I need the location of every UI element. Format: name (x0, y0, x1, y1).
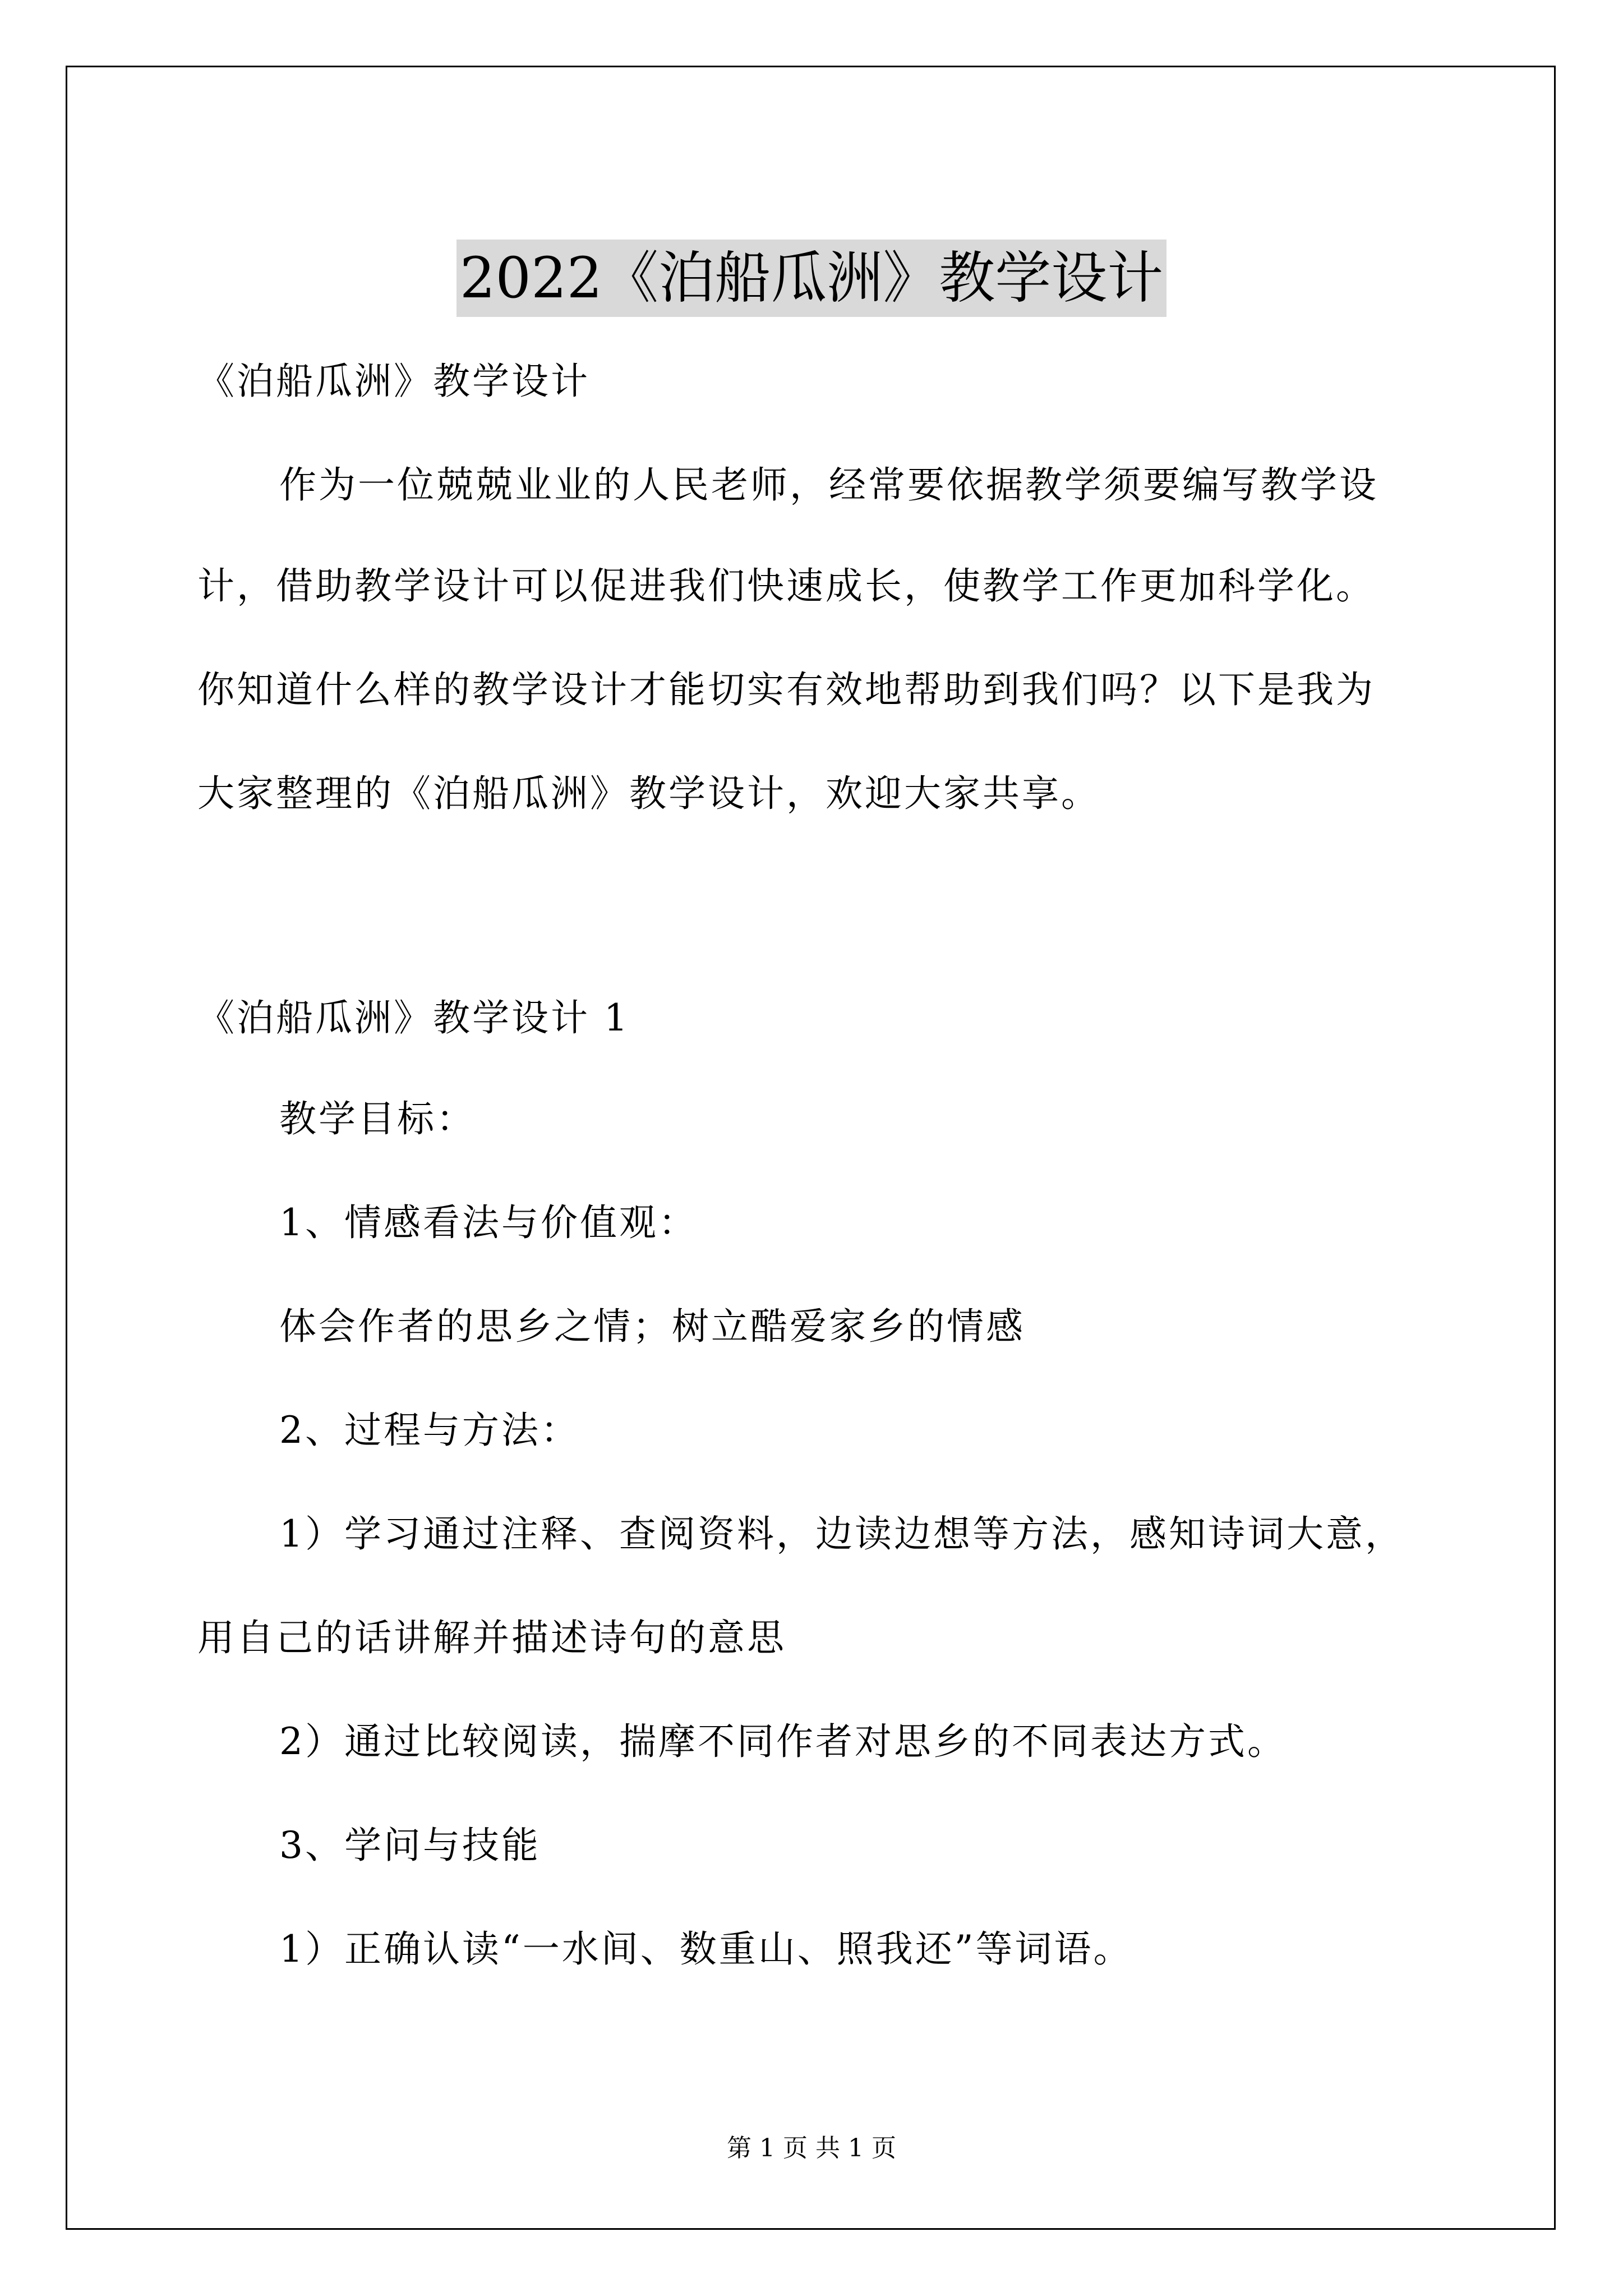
page-footer: 第 1 页 共 1 页 (727, 2134, 896, 2162)
body-line: 用自己的话讲解并描述诗句的意思 (197, 1616, 786, 1659)
body-line: 体会作者的思乡之情；树立酷爱家乡的情感 (279, 1305, 1025, 1348)
section-heading: 《泊船瓜洲》教学设计 1 (197, 996, 630, 1039)
body-line: 3、学问与技能 (279, 1824, 541, 1867)
document-subtitle: 《泊船瓜洲》教学设计 (197, 360, 590, 403)
intro-line: 大家整理的《泊船瓜洲》教学设计，欢迎大家共享。 (197, 772, 1100, 815)
body-line: 教学目标： (279, 1097, 476, 1140)
body-line: 1）学习通过注释、查阅资料，边读边想等方法，感知诗词大意， (279, 1512, 1404, 1556)
body-line: 1、情感看法与价值观： (279, 1201, 698, 1244)
intro-line: 你知道什么样的教学设计才能切实有效地帮助到我们吗？以下是我为 (197, 668, 1375, 711)
title-container (0, 202, 1623, 355)
intro-line: 计，借助教学设计可以促进我们快速成长，使教学工作更加科学化。 (197, 564, 1375, 608)
body-line: 1）正确认读“一水间、数重山、照我还”等词语。 (279, 1927, 1133, 1971)
body-line: 2、过程与方法： (279, 1409, 580, 1452)
body-line: 2）通过比较阅读，揣摩不同作者对思乡的不同表达方式。 (279, 1720, 1287, 1763)
intro-line: 作为一位兢兢业业的人民老师，经常要依据教学须要编写教学设 (279, 463, 1378, 507)
document-title: 2022《泊船瓜洲》教学设计 (457, 240, 1167, 317)
